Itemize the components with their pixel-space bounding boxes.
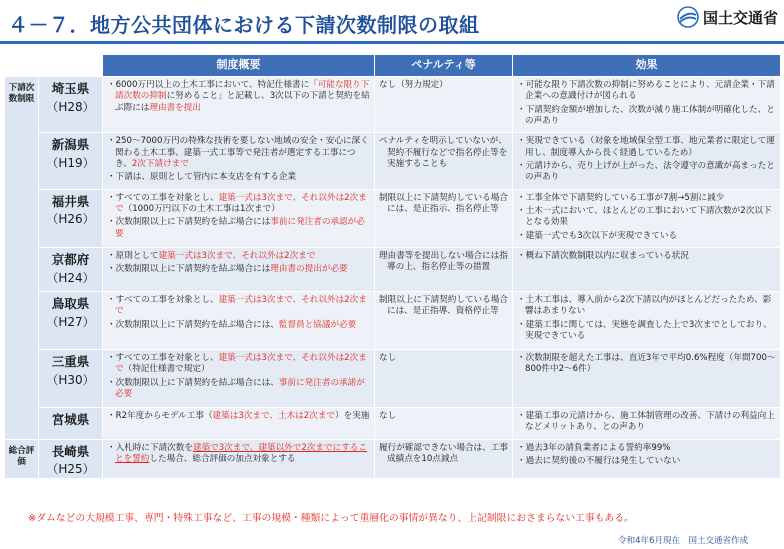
table-row [5, 133, 781, 189]
table-row [5, 292, 781, 350]
cell-line [517, 105, 776, 128]
cell-line [107, 411, 370, 422]
body-text: ・可能な限り下請次数の抑制に努めることにより、元請企業・下請企業への意識付けが図られる [517, 80, 775, 102]
prefecture-year: （H27） [46, 314, 95, 329]
prefecture-name: 福井県 [51, 193, 90, 209]
body-text: なし（努力規定） [379, 80, 448, 90]
header-overview: 制度概要 [103, 55, 375, 77]
body-text: ・R2年度からモデル工事（ [107, 411, 213, 422]
overview-cell [103, 77, 375, 133]
prefecture-year: （H26） [46, 212, 95, 227]
title-bar [0, 0, 784, 44]
effect-cell [513, 133, 781, 189]
body-text: なし [379, 353, 397, 364]
cell-line [517, 411, 776, 434]
cell-line [517, 320, 776, 343]
ministry-name: 国土交通省 [702, 8, 778, 27]
overview-cell [103, 350, 375, 408]
cell-line [107, 264, 370, 275]
prefecture-year: （H28） [46, 99, 95, 114]
cell-line [517, 251, 776, 262]
body-text: ・すべての工事を対象とし、 [107, 192, 219, 203]
prefecture-year: （H25） [46, 462, 95, 477]
cell-line [107, 193, 370, 216]
prefecture-cell [39, 292, 103, 350]
prefecture-cell [39, 248, 103, 292]
prefecture-cell [39, 350, 103, 408]
prefecture-cell [39, 189, 103, 247]
cell-line [517, 456, 776, 467]
effect-cell [513, 189, 781, 247]
body-text: ・次数制限以上に下請契約を結ぶ場合には [107, 264, 271, 275]
body-text: ・工事全体で下請契約している工事が7割→5割に減少 [517, 192, 725, 203]
cell-line [107, 80, 370, 114]
highlight-text: 理由書の提出が必要 [270, 264, 348, 275]
cell-line [517, 353, 776, 376]
body-text: 制限以上に下請契約している場合には、是正指示、指名停止等 [379, 192, 508, 215]
prefecture-year: （H30） [46, 372, 95, 387]
body-text: ・建築工事の元請けから、施工体制管理の改善、下請けの利益向上などメリットあり、との声あり [517, 411, 775, 433]
highlight-text: 理由書を提出 [149, 102, 201, 113]
cell-line [379, 251, 508, 274]
cell-line [379, 80, 508, 91]
cell-line [107, 136, 370, 170]
table-row [5, 189, 781, 247]
body-text: ・すべての工事を対象とし、 [107, 295, 219, 306]
penalty-cell [375, 408, 513, 440]
policy-table [4, 54, 781, 479]
penalty-cell [375, 77, 513, 133]
cell-line [517, 443, 776, 454]
body-text: ・建築一式でも3次以下が実現できている [517, 230, 678, 241]
highlight-text: 可能な限り下請次数の抑制 [115, 80, 370, 102]
cell-line [107, 320, 370, 331]
penalty-cell [375, 292, 513, 350]
cell-line [107, 217, 370, 240]
cell-line [107, 378, 370, 401]
cell-line [379, 193, 508, 216]
body-text: に努めること」と記載し、3次以下の下請と契約を結ぶ際には [115, 91, 370, 113]
prefecture-name: 埼玉県 [51, 81, 90, 96]
highlight-text: 2次下請けまで [131, 159, 189, 170]
category-subcontract-limit: 下請次数制限 [5, 77, 39, 440]
highlight-text: 事前に発注者の承諾が必要 [115, 377, 365, 400]
highlight-text: 建築一式は3次まで、それ以外は2次まで [158, 251, 316, 262]
effect-cell [513, 77, 781, 133]
body-text: ・土木一式において、ほとんどの工事において下請次数が2次以下となる効果 [517, 206, 772, 228]
body-text: 制限以上に下請契約している場合には、是正指導、資格停止等 [379, 295, 508, 317]
table-row [5, 439, 781, 478]
body-text: （特記仕様書で規定） [123, 364, 210, 375]
table-row [5, 350, 781, 408]
footnote: ※ダムなどの大規模工事、専門・特殊工事など、工事の規模・種類によって重層化の事情が異なり、上記制限におさまらない工事もある。 [28, 513, 634, 524]
body-text: ・過去3年の請負業者による誓約率99% [517, 442, 671, 453]
cell-line [517, 206, 776, 229]
overview-cell [103, 408, 375, 440]
effect-cell [513, 292, 781, 350]
cell-line [517, 161, 776, 184]
prefecture-name: 新潟県 [51, 137, 90, 153]
source-footer: 令和4年6月現在 国土交通省作成 [618, 536, 748, 546]
body-text: ・下請は、原則として管内に本支店を有する企業 [107, 172, 297, 183]
prefecture-name: 京都府 [51, 252, 90, 268]
body-text: ・土木工事は、導入前から2次下請以内がほとんどだったため、影響はあまりない [517, 295, 772, 317]
effect-cell [513, 350, 781, 408]
prefecture-cell [39, 133, 103, 189]
body-text: ・元請けから、売り上げが上がった、法令遵守の意識が高まったとの声あり [517, 161, 775, 183]
cell-line [379, 295, 508, 318]
category-comprehensive-evaluation: 総合評価 [5, 439, 39, 478]
overview-cell [103, 133, 375, 189]
body-text: ・すべての工事を対象とし、 [107, 353, 219, 364]
page-title: ４－７．地方公共団体における下請次数制限の取組 [8, 13, 480, 37]
table-header-row [5, 55, 781, 77]
body-text: 履行が確認できない場合は、工事成績点を10点減点 [379, 442, 508, 465]
penalty-cell [375, 248, 513, 292]
body-text: ・入札時に下請次数を [107, 442, 193, 453]
body-text: ・6000万円以上の土木工事において、特記仕様書に「 [107, 80, 318, 90]
highlight-text: 建築は3次まで、土木は2次まで [212, 411, 336, 422]
prefecture-name: 鳥取県 [51, 296, 90, 312]
mlit-logo-icon [677, 6, 699, 28]
cell-line [517, 193, 776, 204]
cell-line [107, 172, 370, 183]
prefecture-cell [39, 439, 103, 478]
cell-line [379, 136, 508, 170]
body-text: ペナルティを明示していないが、契約不履行などで指名停止等を実施することも [379, 136, 508, 170]
prefecture-name: 三重県 [51, 354, 90, 370]
body-text: ・過去に契約後の不履行は発生していない [517, 456, 681, 467]
cell-line [379, 411, 508, 422]
overview-cell [103, 292, 375, 350]
body-text: ・次数制限以上に下請契約を結ぶ場合には、 [107, 319, 279, 330]
cell-line [107, 295, 370, 318]
body-text: ・250～7000万円の特殊な技術を要しない地域の安全・安心に深く関わる土木工事、建築一式工事等で発注者が選定する工事につき、 [107, 136, 369, 170]
highlight-text: 建築一式は3次まで、それ以外は2次まで [115, 353, 367, 375]
highlight-text: 事前に発注者の承認が必要 [115, 217, 365, 239]
overview-cell [103, 248, 375, 292]
body-text: ）を実施 [335, 411, 370, 422]
body-text: なし [379, 411, 397, 422]
prefecture-year: （H24） [46, 270, 95, 285]
prefecture-year: （H19） [46, 155, 95, 170]
highlight-text: 建築一式は3次まで、それ以外は2次まで [115, 192, 367, 215]
effect-cell [513, 439, 781, 478]
table-row [5, 77, 781, 133]
overview-cell [103, 439, 375, 478]
header-blank [5, 55, 103, 77]
body-text: ・建築工事に関しては、実態を調査した上で3次までとしており、実現できている [517, 319, 772, 342]
header-effect: 効果 [513, 55, 781, 77]
prefecture-cell [39, 408, 103, 440]
penalty-cell [375, 133, 513, 189]
overview-cell [103, 189, 375, 247]
prefecture-name: 長崎県 [51, 443, 90, 459]
title-underline [0, 41, 784, 44]
cell-line [107, 251, 370, 262]
ministry-logo [677, 6, 778, 28]
cell-line [517, 295, 776, 318]
effect-cell [513, 408, 781, 440]
cell-line [107, 443, 370, 466]
header-penalty: ペナルティ等 [375, 55, 513, 77]
body-text: ・次数制限以上に下請契約を結ぶ場合には、 [107, 377, 279, 388]
highlight-text: 建築で3次まで、建築以外で2次までにすることを誓約 [115, 442, 367, 465]
body-text: 理由書等を提出しない場合には指導の上、指名停止等の措置 [379, 251, 508, 273]
body-text: ・概ね下請次数制限以内に収まっている状況 [517, 251, 689, 262]
body-text: ・実現できている（対象を地域保全型工事、地元業者に限定して運用し、制度導入から長く経過しているため） [517, 136, 775, 158]
penalty-cell [375, 350, 513, 408]
body-text: ・次数制限を超えた工事は、直近3年で平均0.6%程度（年間700～800件中2～6件） [517, 353, 776, 375]
highlight-text: 建築一式は3次まで、それ以外は2次まで [115, 295, 367, 317]
penalty-cell [375, 439, 513, 478]
table-body [5, 77, 781, 479]
cell-line [517, 136, 776, 159]
prefecture-cell [39, 77, 103, 133]
cell-line [517, 231, 776, 242]
penalty-cell [375, 189, 513, 247]
body-text: ・原則として [107, 251, 159, 262]
body-text: ・次数制限以上に下請契約を結ぶ場合には [107, 217, 271, 228]
highlight-text: 監督員と協議が必要 [278, 319, 357, 330]
prefecture-name: 宮城県 [51, 412, 90, 428]
body-text: した場合、総合評価の加点対象とする [149, 454, 296, 465]
cell-line [379, 443, 508, 466]
cell-line [517, 80, 776, 103]
table-row [5, 408, 781, 440]
cell-line [379, 353, 508, 364]
effect-cell [513, 248, 781, 292]
body-text: ・下請契約金額が増加した、次数が減り施工体制が明確化した、との声あり [517, 104, 775, 127]
cell-line [107, 353, 370, 376]
table-row [5, 248, 781, 292]
body-text: （1000万円以下の土木工事は1次まで） [123, 204, 280, 215]
